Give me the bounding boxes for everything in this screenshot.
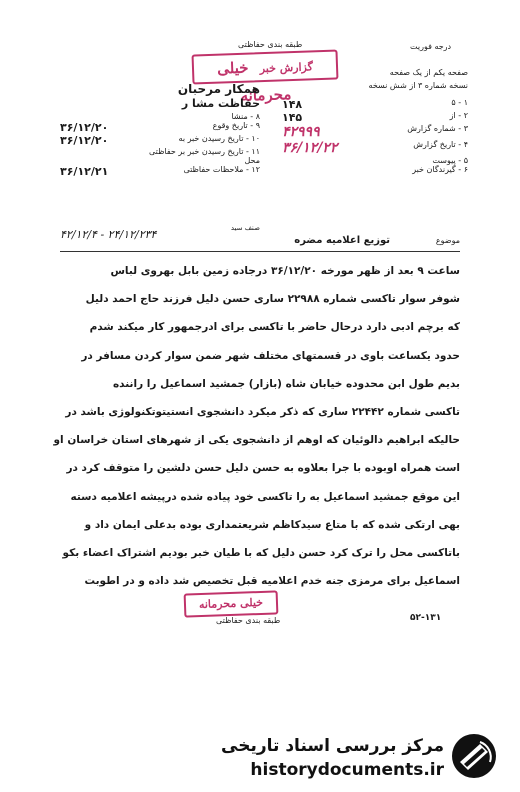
- row-2-value: ۱۴۵: [282, 111, 303, 124]
- row-10: [60, 134, 260, 147]
- row-10-label: ۱۰ - تاریخ رسیدن خبر به: [178, 134, 260, 143]
- source-classification: حفاظت مشا ر: [181, 97, 260, 110]
- row-2: [282, 111, 468, 124]
- row-3-value: ۴۲۹۹۹: [282, 124, 320, 140]
- row-10-value: ۳۶/۱۲/۲۰: [60, 134, 109, 147]
- body-line: حدود یکساعت باوی در قسمتهای مختلف شهر ضمن سوار کردن مسافر در: [81, 349, 460, 362]
- bottom-classification: طبقه بندی حفاظتی: [216, 616, 281, 625]
- row-11-label: ۱۱ - تاریخ رسیدن خبر بر حفاظتی: [148, 147, 260, 156]
- body-line: بدیم طول ابن محدوده خیابان شاه (بازار) جمشید اسماعیل را راننده: [112, 377, 460, 390]
- subject-row: [60, 226, 460, 248]
- top-stamp-prefix: گزارش خبر: [259, 60, 314, 76]
- header-left-column: [60, 82, 260, 178]
- copy-line: نسخه شماره ۳ از شش نسخه: [368, 81, 468, 90]
- row-12: [60, 165, 260, 178]
- row-9-label: ۹ - تاریخ وقوع: [212, 121, 260, 130]
- subject-label: موضوع: [435, 236, 460, 245]
- body-line: تاکسی شماره ۲۲۴۴۲ ساری که ذکر میکرد دانشجوی انستیتوتکنولوژی باشد در: [65, 406, 460, 418]
- body-line: که برچم ادبی دارد درحال حاضر با تاکسی برای ادرجمهور کار میکند شدم: [89, 321, 460, 334]
- row-1: [282, 98, 468, 111]
- priority-label: درجه فوریت: [410, 42, 452, 51]
- subject-divider: [60, 251, 460, 252]
- subject-value: توزیع اعلامیه مضره: [294, 235, 390, 246]
- row-12-label: ۱۲ - ملاحظات حفاظتی: [183, 165, 260, 174]
- page-line: صفحه یکم از یک صفحه: [389, 68, 468, 77]
- row-6: ۶ - گیرندگان خبر: [412, 165, 468, 174]
- header-right-column: [282, 68, 468, 174]
- row-12-value: ۳۶/۱۲/۲۱: [60, 165, 109, 178]
- body-line: باتاکسی محل را ترک کرد حسن دلیل که با طیان خبر بودیم اشتراک اعضاء بکو: [62, 547, 460, 559]
- row-3: [282, 124, 468, 140]
- body-line: بهی ارتکی شده که با متاع سیدکاظم شریعتمداری بوده بدعلی ایمان داد و: [84, 518, 460, 531]
- top-classification-title: طبقه بندی حفاظتی: [238, 40, 303, 49]
- body-line: شوفر سوار تاکسی شماره ۲۲۹۸۸ ساری حسن دلیل فرزند حاج احمد دلیل: [85, 293, 460, 306]
- subject-side-label: صنف سید: [230, 224, 260, 232]
- body-line: ساعت ۹ بعد از ظهر مورخه ۳۶/۱۲/۲۰ درجاده زمین بابل بهروی لباس: [110, 265, 460, 277]
- row-3-label: ۳ - شماره گزارش: [407, 124, 468, 133]
- bottom-stamp: خیلی محرمانه: [184, 590, 279, 617]
- row-4-label: ۴ - تاریخ گزارش: [413, 140, 468, 149]
- watermark-logo-icon: [450, 732, 498, 780]
- body-line: حالیکه ابراهیم دالوئیان که اوهم از دانشجوی یکی از شهرهای استان خراسان او: [53, 434, 460, 447]
- row-2-label: ۲ - از: [449, 111, 468, 120]
- source-label: همکار مرحبان: [177, 82, 260, 96]
- row-5: ۵ - پیوست: [432, 156, 468, 165]
- top-stamp-text: خیلی محرمانه: [216, 58, 292, 105]
- row-8: ۸ - منشا: [231, 112, 260, 121]
- row-11-note: محل: [244, 156, 260, 165]
- body-line: است همراه اوبوده با جرا بعلاوه به حسن دلیل حسن دلشین را متوقف کرد در: [66, 462, 460, 475]
- watermark-title: مرکز بررسی اسناد تاریخی: [221, 736, 444, 756]
- body-line: اسماعیل برای مرمزی جنه خدم اعلامیه قبل تخصیص شد داده و در اطوبت: [84, 575, 460, 588]
- row-1-value: ۱۴۸: [282, 98, 303, 111]
- body-line: این موقع جمشید اسماعیل به را تاکسی خود پیاده شده درپیشه اعلامیه دسته: [70, 490, 460, 503]
- row-1-label: ۱ - ۵: [451, 98, 468, 107]
- form-code: ۵۲-۱۳۱: [410, 613, 442, 623]
- row-9-value: ۳۶/۱۲/۲۰: [60, 121, 109, 134]
- row-4: [282, 140, 468, 156]
- row-9: [60, 121, 260, 134]
- subject-side-note: ۴۲/۱۲/۴ - ۲۴/۱۲/۲۳۴: [60, 228, 157, 241]
- row-4-value: ۳۶/۱۲/۲۲: [282, 140, 338, 156]
- watermark-url: historydocuments.ir: [250, 760, 444, 780]
